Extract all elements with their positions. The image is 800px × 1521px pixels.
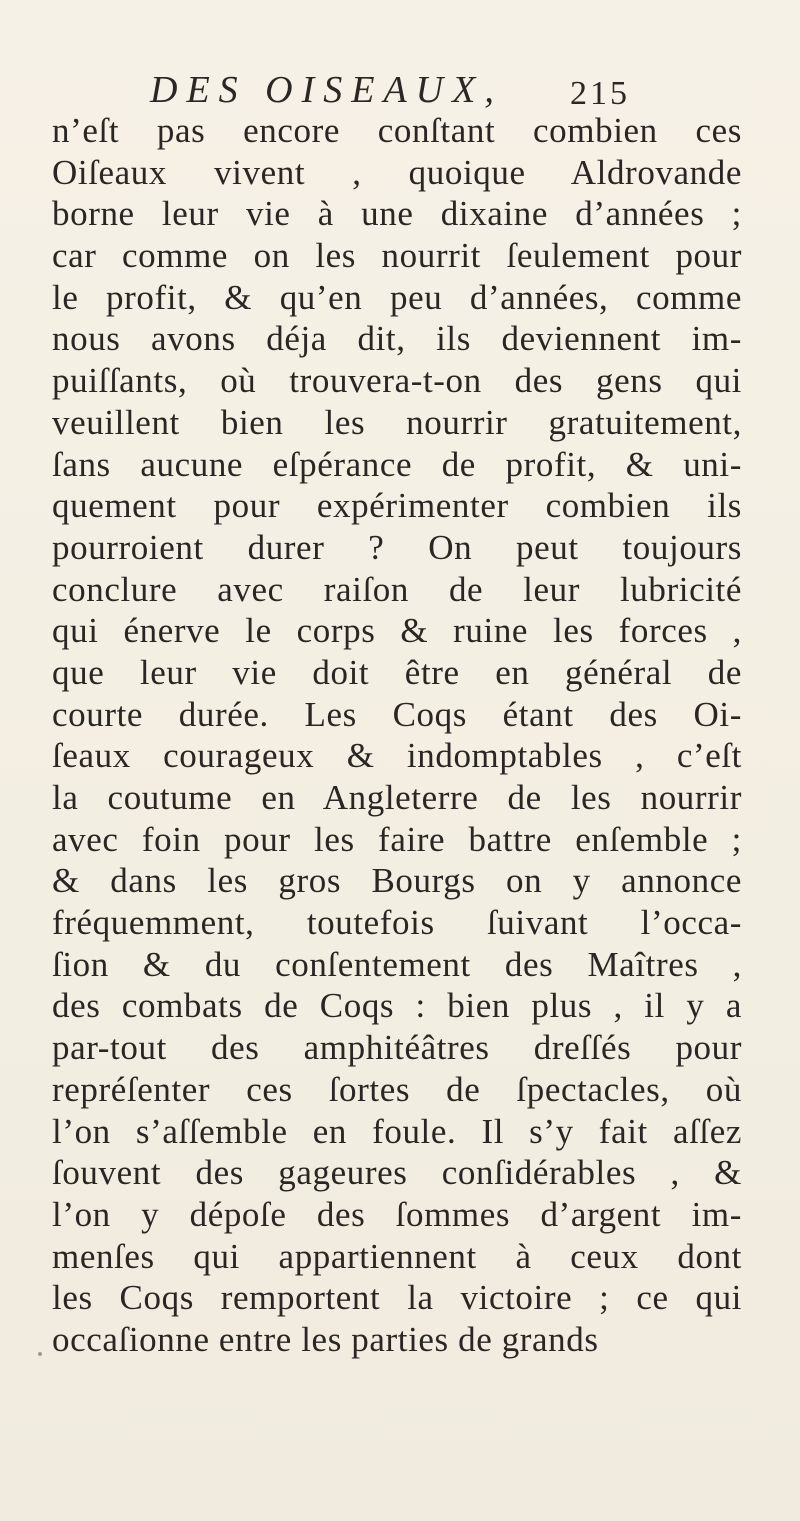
text-line: fréquemment, toutefois ſuivant l’occa- [52,903,742,943]
text-line: les Coqs remportent la victoire ; ce qui [52,1278,742,1318]
body-text [52,110,742,1361]
text-line: la coutume en Angleterre de les nourrir [52,778,742,817]
text-line: ſion & du conſentement des Maîtres , [52,944,742,984]
text-line: qui énerve le corps & ruine les forces , [52,611,742,651]
text-line: menſes qui appartiennent à ceux dont [52,1236,742,1276]
text-line: l’on y dépoſe des ſommes d’argent im- [52,1194,742,1234]
text-line: car comme on les nourrit ſeulement pour [52,236,742,276]
text-line: & dans les gros Bourgs on y annonce [52,861,742,901]
ink-speck [38,1352,42,1356]
text-line: ſeaux courageux & indomptables , c’eſt [52,736,742,776]
text-line: veuillent bien les nourrir gratuitement, [52,402,742,442]
text-line: puiſſants, où trouvera-t-on des gens qui [52,361,742,401]
text-line: Oiſeaux vivent , quoique Aldrovande [52,152,742,192]
text-line: conclure avec raiſon de leur lubricité [52,569,742,609]
running-title: DES OISEAUX, [150,69,503,111]
text-line: nous avons déja dit, ils deviennent im- [52,319,742,359]
text-line: borne leur vie à une dixaine d’années ; [52,194,742,234]
text-line: ſans aucune eſpérance de profit, & uni- [52,444,742,484]
text-line: l’on s’aſſemble en foule. Il s’y fait aſſez [52,1111,742,1151]
text-line: ſouvent des gageures conſidérables , & [52,1153,742,1193]
text-line: des combats de Coqs : bien plus , il y a [52,986,742,1026]
text-line: repréſenter ces ſortes de ſpectacles, où [52,1069,742,1109]
text-line: occaſionne entre les parties de grands [52,1319,599,1359]
text-line: n’eſt pas encore conſtant combien ces [52,111,742,150]
text-line: quement pour expérimenter combien ils [52,486,742,526]
text-line: courte durée. Les Coqs étant des Oi- [52,694,742,734]
page-number: 215 [570,75,630,112]
text-line: par-tout des amphitéâtres dreſſés pour [52,1028,742,1068]
text-line: avec foin pour les faire battre enſemble ; [52,819,742,859]
text-line: que leur vie doit être en général de [52,652,742,692]
text-line: pourroient durer ? On peut toujours [52,527,742,567]
text-line: le profit, & qu’en peu d’années, comme [52,277,742,317]
